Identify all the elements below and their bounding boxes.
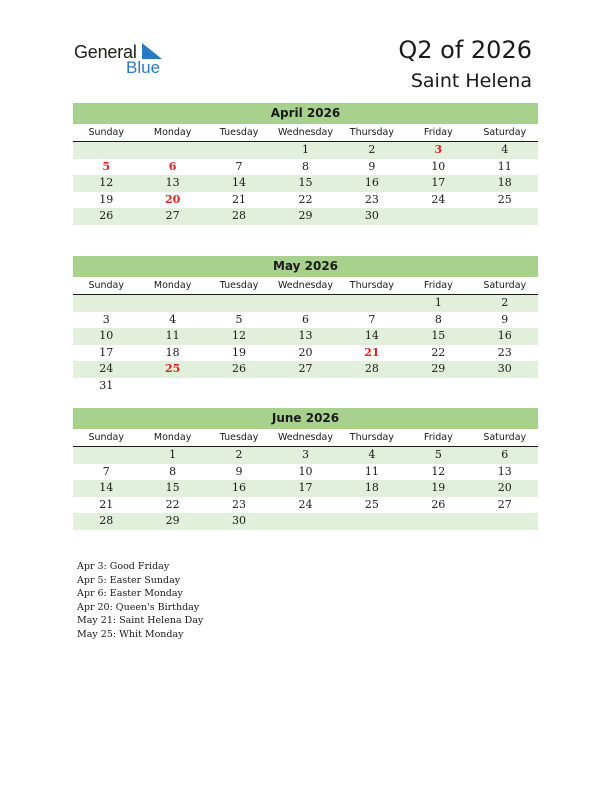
day-cell: 21 (232, 192, 247, 206)
week-row (73, 328, 538, 345)
holiday-note: May 21: Saint Helena Day (77, 615, 204, 627)
day-cell: 14 (232, 176, 247, 190)
weekday-label: Sunday (88, 432, 124, 443)
weekday-label: Monday (153, 280, 192, 291)
day-cell: 19 (431, 481, 446, 495)
day-cell: 7 (102, 464, 110, 478)
day-cell: 12 (232, 329, 247, 343)
day-cell: 20 (164, 192, 181, 206)
weekday-label: Friday (423, 280, 453, 291)
day-cell: 1 (434, 296, 442, 309)
day-cell: 14 (99, 481, 114, 495)
day-cell: 27 (497, 497, 512, 511)
day-cell: 16 (232, 481, 247, 495)
day-cell: 2 (235, 448, 243, 461)
page-title: Q2 of 2026 (398, 36, 532, 64)
week-row (73, 378, 538, 395)
day-cell (472, 208, 538, 225)
week-row (73, 447, 538, 464)
day-cell: 2 (501, 296, 509, 309)
day-cell: 17 (431, 176, 446, 190)
day-cell: 3 (434, 143, 443, 156)
day-cell: 27 (165, 209, 180, 223)
day-cell: 15 (165, 481, 180, 495)
day-cell: 24 (431, 192, 446, 206)
day-cell: 3 (102, 312, 110, 326)
holiday-note: Apr 5: Easter Sunday (77, 574, 181, 586)
holiday-note: May 25: Whit Monday (77, 628, 184, 640)
day-cell: 18 (497, 176, 512, 190)
day-cell: 23 (497, 345, 512, 359)
day-cell: 13 (497, 464, 512, 478)
weekday-label: Saturday (483, 280, 527, 291)
day-cell: 1 (301, 143, 309, 156)
generalblue-logo (74, 42, 174, 78)
page-subtitle: Saint Helena (410, 70, 532, 92)
day-cell (339, 513, 405, 530)
day-cell (405, 208, 471, 225)
day-cell: 8 (434, 312, 442, 326)
weekday-label: Sunday (88, 127, 124, 138)
weekday-label: Sunday (88, 280, 124, 291)
day-cell: 11 (497, 159, 512, 173)
day-cell: 9 (368, 159, 376, 173)
weekday-label: Monday (153, 127, 192, 138)
weekday-label: Thursday (349, 127, 394, 138)
day-cell: 4 (368, 448, 376, 461)
day-cell (139, 295, 205, 312)
day-cell: 30 (497, 362, 512, 376)
day-cell: 28 (99, 514, 114, 528)
day-cell: 12 (431, 464, 446, 478)
month-calendar-april (73, 103, 538, 225)
day-cell: 24 (99, 362, 114, 376)
week-row (73, 345, 538, 362)
week-row (73, 142, 538, 159)
day-cell: 16 (364, 176, 379, 190)
week-row (73, 208, 538, 225)
day-cell: 5 (434, 448, 442, 461)
day-cell: 15 (431, 329, 446, 343)
week-row (73, 159, 538, 176)
day-cell: 18 (165, 345, 180, 359)
day-cell: 8 (169, 464, 177, 478)
day-cell: 14 (364, 329, 379, 343)
day-cell (73, 295, 139, 312)
day-cell: 28 (364, 362, 379, 376)
day-cell (405, 513, 471, 530)
weekday-label: Thursday (349, 280, 394, 291)
week-row (73, 497, 538, 514)
day-cell: 1 (169, 448, 177, 461)
day-cell: 22 (298, 192, 313, 206)
week-row (73, 192, 538, 209)
week-row (73, 361, 538, 378)
weekday-label: Saturday (483, 432, 527, 443)
day-cell: 8 (301, 159, 309, 173)
logo-blue-text: Blue (126, 58, 161, 77)
day-cell: 21 (364, 345, 380, 359)
day-cell: 29 (165, 514, 180, 528)
day-cell (73, 142, 139, 159)
day-cell: 30 (364, 209, 379, 223)
day-cell (472, 513, 538, 530)
day-cell: 23 (364, 192, 379, 206)
day-cell: 17 (298, 481, 313, 495)
day-cell: 13 (298, 329, 313, 343)
day-cell: 13 (165, 176, 180, 190)
day-cell: 26 (232, 362, 247, 376)
day-cell: 25 (364, 497, 379, 511)
weekday-label: Wednesday (277, 280, 333, 291)
holiday-note: Apr 20: Queen's Birthday (77, 601, 200, 613)
day-cell: 18 (364, 481, 379, 495)
day-cell: 6 (301, 312, 309, 326)
weekday-label: Tuesday (219, 280, 259, 291)
day-cell: 12 (99, 176, 114, 190)
day-cell: 25 (497, 192, 512, 206)
day-cell: 22 (165, 497, 180, 511)
day-cell (73, 447, 139, 464)
day-cell: 27 (298, 362, 313, 376)
day-cell: 26 (431, 497, 446, 511)
day-cell: 5 (235, 312, 243, 326)
day-cell (139, 378, 205, 395)
month-title: June 2026 (73, 408, 538, 429)
week-row (73, 464, 538, 481)
weekday-label: Tuesday (219, 432, 259, 443)
day-cell (272, 295, 338, 312)
holiday-notes (77, 560, 203, 642)
day-cell: 29 (298, 209, 313, 223)
day-cell (206, 378, 272, 395)
day-cell: 11 (165, 329, 180, 343)
day-cell: 4 (501, 143, 509, 156)
day-cell (272, 378, 338, 395)
day-cell: 7 (235, 159, 243, 173)
day-cell (405, 378, 471, 395)
day-cell: 4 (169, 312, 177, 326)
logo-general-text: General (74, 42, 137, 62)
day-cell: 2 (368, 143, 376, 156)
week-row (73, 513, 538, 530)
week-row (73, 312, 538, 329)
day-cell: 19 (232, 345, 247, 359)
weekday-label: Friday (423, 432, 453, 443)
day-cell (272, 513, 338, 530)
day-cell: 16 (497, 329, 512, 343)
month-calendar-june (73, 408, 538, 530)
month-title: May 2026 (73, 256, 538, 277)
day-cell: 10 (431, 159, 446, 173)
weekday-header-row (73, 277, 538, 295)
week-row (73, 295, 538, 312)
day-cell: 21 (99, 497, 114, 511)
weekday-header-row (73, 429, 538, 447)
day-cell (339, 295, 405, 312)
holiday-note: Apr 6: Easter Monday (77, 588, 183, 600)
day-cell: 6 (168, 159, 177, 173)
day-cell: 10 (99, 329, 114, 343)
day-cell: 20 (298, 345, 313, 359)
day-cell: 19 (99, 192, 114, 206)
day-cell: 5 (102, 159, 111, 173)
month-calendar-may (73, 256, 538, 395)
day-cell: 28 (232, 209, 247, 223)
weekday-header-row (73, 124, 538, 142)
day-cell: 9 (501, 312, 509, 326)
day-cell: 10 (298, 464, 313, 478)
week-row (73, 175, 538, 192)
weekday-label: Saturday (483, 127, 527, 138)
day-cell: 7 (368, 312, 376, 326)
day-cell: 15 (298, 176, 313, 190)
day-cell (472, 378, 538, 395)
day-cell: 30 (232, 514, 247, 528)
day-cell: 29 (431, 362, 446, 376)
day-cell: 23 (232, 497, 247, 511)
day-cell: 6 (501, 448, 509, 461)
month-title: April 2026 (73, 103, 538, 124)
weekday-label: Thursday (349, 432, 394, 443)
day-cell: 26 (99, 209, 114, 223)
holiday-note: Apr 3: Good Friday (77, 561, 170, 572)
day-cell: 17 (99, 345, 114, 359)
day-cell: 22 (431, 345, 446, 359)
day-cell: 11 (364, 464, 379, 478)
day-cell: 31 (99, 378, 114, 392)
week-row (73, 480, 538, 497)
weekday-label: Wednesday (277, 127, 333, 138)
day-cell: 9 (235, 464, 243, 478)
day-cell (139, 142, 205, 159)
weekday-label: Wednesday (277, 432, 333, 443)
day-cell (206, 295, 272, 312)
day-cell: 24 (298, 497, 313, 511)
day-cell: 3 (301, 448, 309, 461)
weekday-label: Tuesday (219, 127, 259, 138)
day-cell (206, 142, 272, 159)
day-cell (339, 378, 405, 395)
day-cell: 20 (497, 481, 512, 495)
weekday-label: Monday (153, 432, 192, 443)
day-cell: 25 (164, 362, 181, 376)
weekday-label: Friday (423, 127, 453, 138)
